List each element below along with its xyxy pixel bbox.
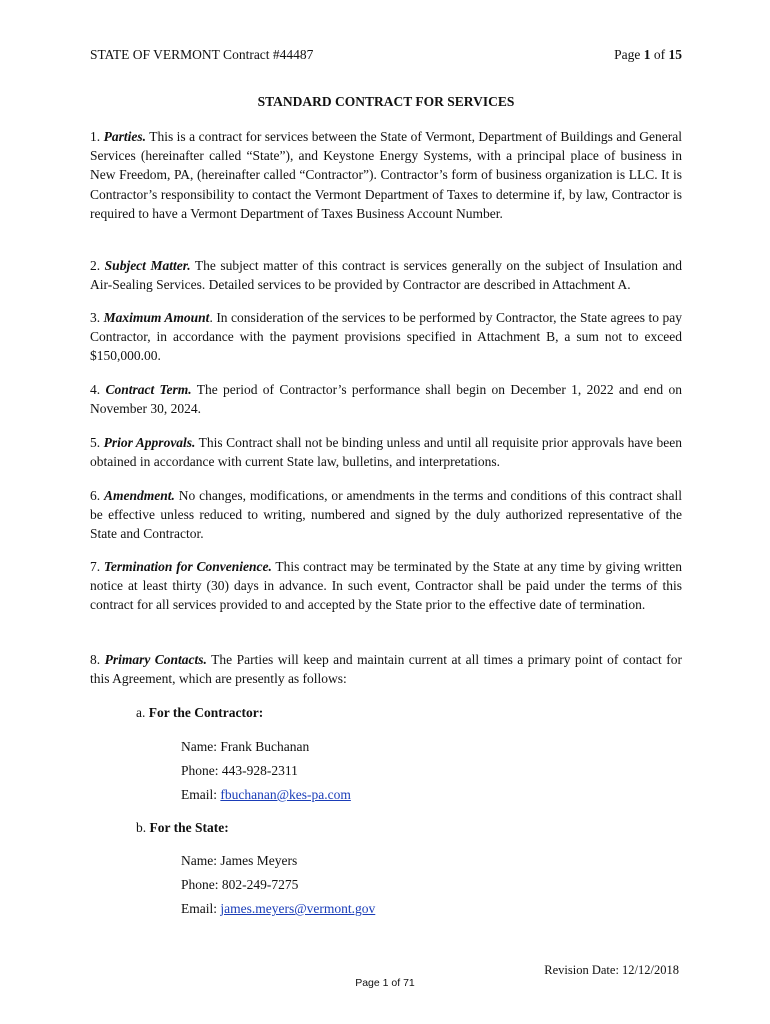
state-contact-phone: Phone: 802-249-7275 [181, 877, 299, 892]
state-contact-email: Email: james.meyers@vermont.gov [181, 901, 376, 916]
state-contact-name: Name: James Meyers [181, 853, 298, 868]
header-page-number: Page 1 of 15 [614, 47, 682, 62]
section-amendment: 6. Amendment. No changes, modifications, or amendments in the terms and conditions of this contract shall be effective unless reduced to writing, numbered and signed by the duly authorized representative of the State and Contractor. [90, 488, 683, 542]
contractor-contact-heading: a. For the Contractor: [136, 705, 264, 720]
section-subject-matter: 2. Subject Matter. The subject matter of this contract is services generally on the subject of Insulation and Air-Sealing Services. Detailed services to be provided by Contractor are described in Attachment A. [90, 258, 683, 293]
section-maximum-amount: 3. Maximum Amount. In consideration of the services to be performed by Contractor, the State agrees to pay Contractor, in accordance with the payment provisions specified in Attachment B, a sum not to exceed $150,000.00. [90, 310, 683, 364]
footer-page-number: Page 1 of 71 [355, 977, 415, 989]
section-prior-approvals: 5. Prior Approvals. This Contract shall not be binding unless and until all requisite prior approvals have been obtained in accordance with current State law, bulletins, and interpretations. [90, 435, 682, 470]
document-title: STANDARD CONTRACT FOR SERVICES [257, 94, 515, 109]
section-termination: 7. Termination for Convenience. This contract may be terminated by the State at any time by giving written notice at least thirty (30) days in advance. In such event, Contractor shall be paid under the terms of this contract for all services provided to and accepted by the State prior to the effective date of termination. [90, 559, 683, 613]
section-primary-contacts: 8. Primary Contacts. The Parties will keep and maintain current at all times a primary point of contact for this Agreement, which are presently as follows: [90, 652, 682, 687]
contractor-email-link[interactable]: fbuchanan@kes-pa.com [220, 787, 351, 802]
contractor-email: Email: fbuchanan@kes-pa.com [181, 787, 351, 802]
contractor-phone: Phone: 443-928-2311 [181, 763, 298, 778]
revision-date: Revision Date: 12/12/2018 [544, 963, 679, 977]
contract-header-title: STATE OF VERMONT Contract #44487 [90, 47, 314, 62]
state-email-link[interactable]: james.meyers@vermont.gov [220, 901, 376, 916]
state-contact-heading: b. For the State: [136, 820, 229, 835]
section-parties: 1. Parties. This is a contract for services between the State of Vermont, Department of Buildings and General Services (hereinafter called “State”), and Keystone Energy Systems, with a principal place of business in New Freedom, PA, (hereinafter called “Contractor”). Contractor’s form of business organization is LLC. It is Contractor’s responsibility to contact the Vermont Department of Taxes to determine if, by law, Contractor is required to have a Vermont Department of Taxes Business Account Number. [90, 129, 682, 221]
contractor-name: Name: Frank Buchanan [181, 739, 310, 754]
section-contract-term: 4. Contract Term. The period of Contractor’s performance shall begin on December 1, 2022 and end on November 30, 2024. [90, 382, 682, 417]
